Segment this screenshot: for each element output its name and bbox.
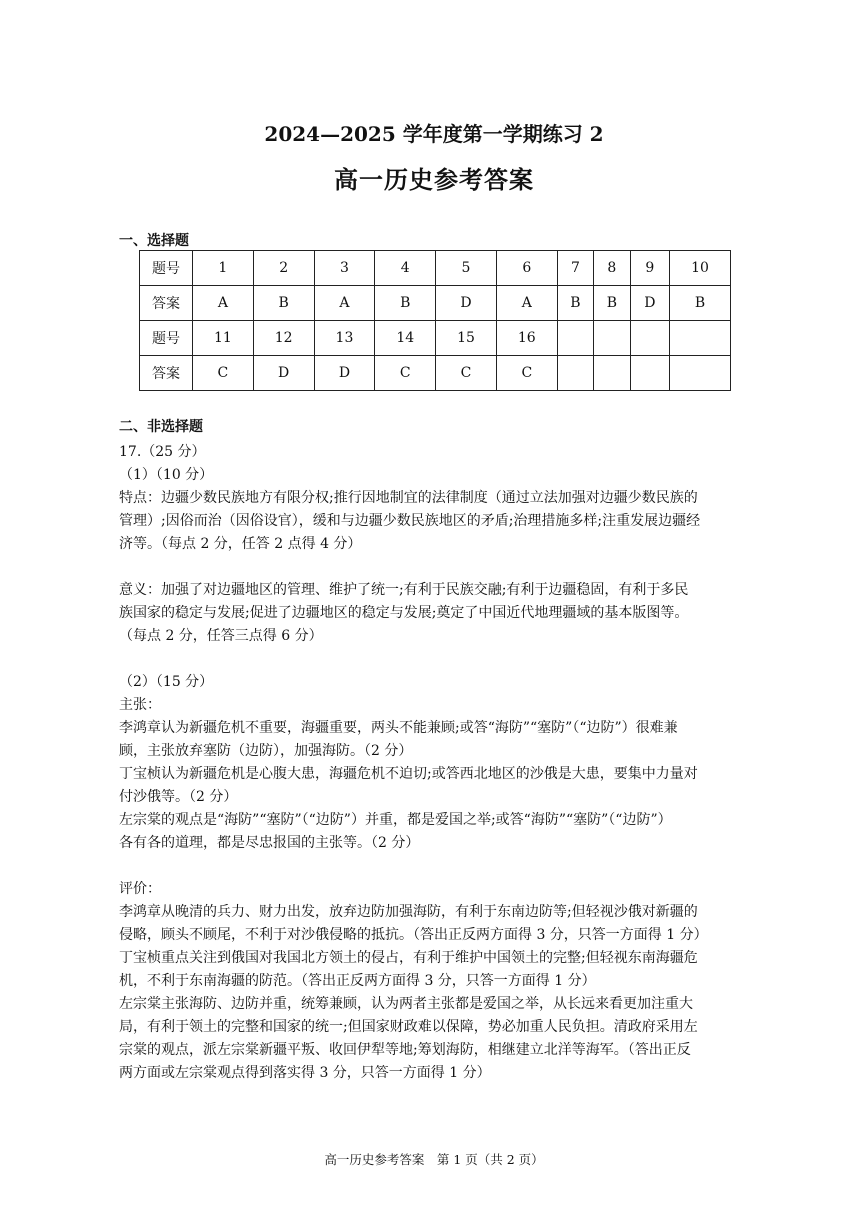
answer-line: 李鸿章从晚清的兵力、财力出发，放弃边防加强海防，有利于东南边防等;但轻视沙俄对新疆的 — [119, 904, 698, 920]
page-footer: 高一历史参考答案 第 1 页（共 2 页） — [324, 1152, 544, 1167]
answer-line: 丁宝桢认为新疆危机是心腹大患，海疆危机不迫切;或答西北地区的沙俄是大患，要集中力量对 — [119, 766, 698, 782]
blank-line — [119, 556, 759, 579]
row-header-cell: 题号 — [140, 251, 193, 286]
table-cell: 9 — [630, 251, 670, 286]
answer-line: 李鸿章认为新疆危机不重要，海疆重要，两头不能兼顾;或答“海防”“塞防”（“边防”）很难兼 — [119, 720, 678, 736]
table-cell: A — [193, 286, 254, 321]
table-cell: 16 — [496, 321, 557, 356]
blank-line — [119, 855, 759, 878]
table-cell: B — [253, 286, 314, 321]
answer-line: 付沙俄等。（2 分） — [119, 789, 238, 805]
table-cell: C — [496, 356, 557, 391]
table-cell: A — [314, 286, 375, 321]
answer-line: 两方面或左宗棠观点得到落实得 3 分，只答一方面得 1 分） — [119, 1065, 491, 1081]
answer-line: 特点：边疆少数民族地方有限分权;推行因地制宜的法律制度（通过立法加强对边疆少数民族的 — [119, 490, 698, 506]
table-row — [140, 286, 731, 321]
row-header-cell: 题号 — [140, 321, 193, 356]
table-cell: 10 — [670, 251, 731, 286]
section-heading-choice: 一、选择题 — [119, 233, 189, 249]
table-row — [140, 251, 731, 286]
table-cell — [557, 356, 593, 391]
table-cell: B — [594, 286, 630, 321]
table-cell: D — [630, 286, 670, 321]
blank-line — [119, 648, 759, 671]
table-cell: 4 — [375, 251, 436, 286]
answer-line: 管理）;因俗而治（因俗设官），缓和与边疆少数民族地区的矛盾;治理措施多样;注重发展边疆经 — [119, 513, 701, 529]
table-cell: B — [375, 286, 436, 321]
table-cell — [630, 356, 670, 391]
table-cell: 15 — [436, 321, 497, 356]
table-cell: 13 — [314, 321, 375, 356]
table-cell — [594, 356, 630, 391]
table-cell: D — [253, 356, 314, 391]
answer-line: 机，不利于东南海疆的防范。（答出正反两方面得 3 分，只答一方面得 1 分） — [119, 973, 596, 989]
answer-line: 左宗棠主张海防、边防并重，统筹兼顾，认为两者主张都是爱国之举，从长远来看更加注重大 — [119, 996, 693, 1012]
table-cell: 12 — [253, 321, 314, 356]
table-cell: 7 — [557, 251, 593, 286]
answer-line: 顾，主张放弃塞防（边防），加强海防。（2 分） — [119, 743, 413, 759]
answer-line: 意义：加强了对边疆地区的管理、维护了统一;有利于民族交融;有利于边疆稳固，有利于多民 — [119, 582, 689, 598]
table-cell: B — [670, 286, 731, 321]
table-row — [140, 321, 731, 356]
answer-line: 评价： — [119, 881, 161, 897]
answer-line: 各有各的道理，都是尽忠报国的主张等。（2 分） — [119, 835, 420, 851]
table-cell — [557, 321, 593, 356]
table-cell: 5 — [436, 251, 497, 286]
answer-line: 济等。（每点 2 分，任答 2 点得 4 分） — [119, 536, 362, 552]
answer-body — [119, 441, 759, 1085]
answer-line: 主张： — [119, 697, 161, 713]
table-cell: B — [557, 286, 593, 321]
answer-line: 宗棠的观点，派左宗棠新疆平叛、收回伊犁等地;筹划海防，相继建立北洋等海军。（答出正反 — [119, 1042, 691, 1058]
answer-line: 17.（25 分） — [119, 444, 206, 460]
table-cell: 2 — [253, 251, 314, 286]
row-header-cell: 答案 — [140, 286, 193, 321]
exam-title: 2024—2025 学年度第一学期练习 2 — [264, 122, 604, 146]
answer-line: （每点 2 分，任答三点得 6 分） — [119, 628, 323, 644]
table-cell: A — [496, 286, 557, 321]
table-cell — [670, 356, 731, 391]
table-cell — [630, 321, 670, 356]
answer-line: （2）（15 分） — [119, 674, 214, 690]
table-cell: C — [375, 356, 436, 391]
table-cell: 14 — [375, 321, 436, 356]
table-cell: 1 — [193, 251, 254, 286]
answer-line: 局，有利于领土的完整和国家的统一;但国家财政难以保障，势必加重人民负担。清政府采用左 — [119, 1019, 698, 1035]
answer-table — [139, 250, 731, 391]
row-header-cell: 答案 — [140, 356, 193, 391]
table-cell: C — [193, 356, 254, 391]
table-cell — [670, 321, 731, 356]
table-cell — [594, 321, 630, 356]
table-cell: C — [436, 356, 497, 391]
answer-line: 左宗棠的观点是“海防”“塞防”（“边防”）并重，都是爱国之举;或答“海防”“塞防”（“边防”） — [119, 812, 672, 828]
section-heading-nonchoice: 二、非选择题 — [119, 419, 203, 435]
table-cell: 3 — [314, 251, 375, 286]
answer-line: 侵略，顾头不顾尾，不利于对沙俄侵略的抵抗。（答出正反两方面得 3 分，只答一方面得 1 分） — [119, 927, 708, 943]
answer-line: 丁宝桢重点关注到俄国对我国北方领土的侵占，有利于维护中国领土的完整;但轻视东南海疆危 — [119, 950, 698, 966]
table-cell: D — [314, 356, 375, 391]
table-cell: 6 — [496, 251, 557, 286]
table-cell: D — [436, 286, 497, 321]
answer-line: 族国家的稳定与发展;促进了边疆地区的稳定与发展;奠定了中国近代地理疆域的基本版图等。 — [119, 605, 689, 621]
table-cell: 11 — [193, 321, 254, 356]
table-row — [140, 356, 731, 391]
table-cell: 8 — [594, 251, 630, 286]
answer-key-title: 高一历史参考答案 — [334, 165, 534, 194]
answer-line: （1）（10 分） — [119, 467, 214, 483]
